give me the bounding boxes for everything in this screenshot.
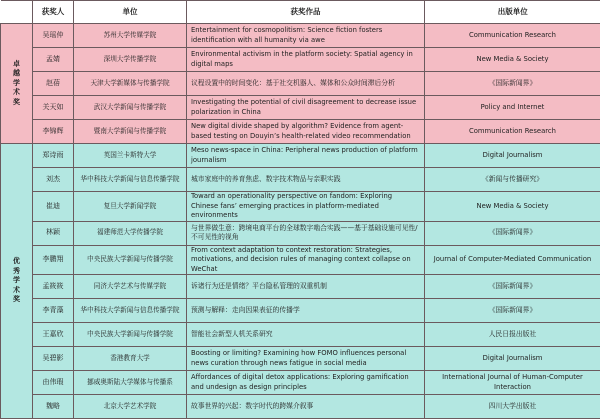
table-row [1,275,600,299]
publisher: Digital Journalism [425,144,600,168]
table-row [1,72,600,96]
table-row [1,192,600,222]
award-work: New digital divide shaped by algorithm? Evidence from agent-based testing on Douyin’s health-related video recommendation [187,120,425,144]
winner-name: 孟婧 [33,48,74,72]
publisher: Policy and Internet [425,96,600,120]
award-work: Entertainment for cosmopolitism: Science fiction fosters identification with all humanity via awe [187,24,425,48]
category-label: 优秀学术奖 [13,257,21,305]
winner-name: 吴碧影 [33,347,74,371]
winner-unit: 华中科技大学新闻与信息传播学院 [74,299,187,323]
publisher: 《国际新闻界》 [425,275,600,299]
publisher: 人民日报出版社 [425,323,600,347]
winner-name: 王嘉欣 [33,323,74,347]
publisher: New Media & Society [425,48,600,72]
header-unit: 单位 [74,1,187,24]
publisher: Digital Journalism [425,347,600,371]
category-excellence-award [1,24,33,144]
publisher: International Journal of Human-Computer Interaction [425,371,600,395]
winner-unit: 华中科技大学新闻与信息传播学院 [74,168,187,192]
winner-unit: 中央民族大学新闻与传播学院 [74,323,187,347]
winner-unit: 同济大学艺术与传媒学院 [74,275,187,299]
winner-name: 郑诗雨 [33,144,74,168]
award-work: 与世界做生意：跨境电商平台的全球数字啮合实践——基于基础设施可见性/不可见性的视角 [187,221,425,245]
publisher: 《国际新闻界》 [425,299,600,323]
category-outstanding-award [1,144,33,419]
award-work: From context adaptation to context restoration: Strategies, motivations, and decision rules of managing context collapse on WeChat [187,245,425,275]
publisher: Communication Research [425,120,600,144]
table-row [1,168,600,192]
publisher: 《国际新闻界》 [425,221,600,245]
award-work: 故事世界的兴起：数字时代的跨媒介叙事 [187,395,425,419]
winner-unit: 英国兰卡斯特大学 [74,144,187,168]
winner-name: 李青藻 [33,299,74,323]
winner-name: 魏略 [33,395,74,419]
winner-name: 李鹏翔 [33,245,74,275]
award-work: Investigating the potential of civil disagreement to decrease issue polarization in China [187,96,425,120]
winner-unit: 苏州大学传媒学院 [74,24,187,48]
winner-unit: 暨南大学新闻与传播学院 [74,120,187,144]
publisher: 四川大学出版社 [425,395,600,419]
header-winner: 获奖人 [33,1,74,24]
header-publisher: 出版单位 [425,1,600,24]
award-work: Meso news-space in China: Peripheral news production of platform journalism [187,144,425,168]
publisher: 《国际新闻界》 [425,72,600,96]
award-work: 预测与解释：走向因果表征的传播学 [187,299,425,323]
table-row [1,221,600,245]
winner-unit: 深圳大学传播学院 [74,48,187,72]
winner-name: 孟筱筱 [33,275,74,299]
award-work: 议程设置中的时间变化：基于社交机器人、媒体和公众时间滞后分析 [187,72,425,96]
winner-name: 吴瑶仲 [33,24,74,48]
table-row [1,24,600,48]
winner-name: 李锦辉 [33,120,74,144]
table-row [1,371,600,395]
table-row [1,347,600,371]
header-row [1,1,600,24]
award-work: Boosting or limiting? Examining how FOMO influences personal news curation through news fatigue in social media [187,347,425,371]
header-work: 获奖作品 [187,1,425,24]
publisher: Communication Research [425,24,600,48]
winner-unit: 北京大学艺术学院 [74,395,187,419]
winner-name: 刘杰 [33,168,74,192]
winner-unit: 中央民族大学新闻与传播学院 [74,245,187,275]
winner-unit: 天津大学新媒体与传播学院 [74,72,187,96]
table-row [1,48,600,72]
table-row [1,144,600,168]
winner-unit: 武汉大学新闻与传播学院 [74,96,187,120]
winner-name: 由伟瑕 [33,371,74,395]
award-work: Toward an operationality perspective on fandom: Exploring Chinese fans’ emerging practices in platform-mediated environments [187,192,425,222]
award-work: 智能社会新型人机关系研究 [187,323,425,347]
publisher: New Media & Society [425,192,600,222]
award-work: 城市家庭中的养育焦虑、数字技术物品与亲职实践 [187,168,425,192]
award-work: Affordances of digital detox applications: Exploring gamification and undesign as design principles [187,371,425,395]
category-label: 卓越学术奖 [13,60,21,108]
winner-name: 赵蓓 [33,72,74,96]
winner-name: 崔迪 [33,192,74,222]
winner-unit: 香港教育大学 [74,347,187,371]
winner-unit: 复旦大学新闻学院 [74,192,187,222]
award-work: Environmental activism in the platform society: Spatial agency in digital maps [187,48,425,72]
table-row [1,96,600,120]
table-row [1,299,600,323]
winner-name: 林颖 [33,221,74,245]
winner-name: 关天如 [33,96,74,120]
table-row [1,323,600,347]
table-row [1,395,600,419]
award-work: 诉诸行为还是情绪？平台隐私管理的双重机制 [187,275,425,299]
winner-unit: 福建师范大学传播学院 [74,221,187,245]
publisher: Journal of Computer-Mediated Communication [425,245,600,275]
header-category [1,1,33,24]
publisher: 《新闻与传播研究》 [425,168,600,192]
table-row [1,245,600,275]
table-row [1,120,600,144]
winner-unit: 挪威奥斯陆大学媒体与传播系 [74,371,187,395]
